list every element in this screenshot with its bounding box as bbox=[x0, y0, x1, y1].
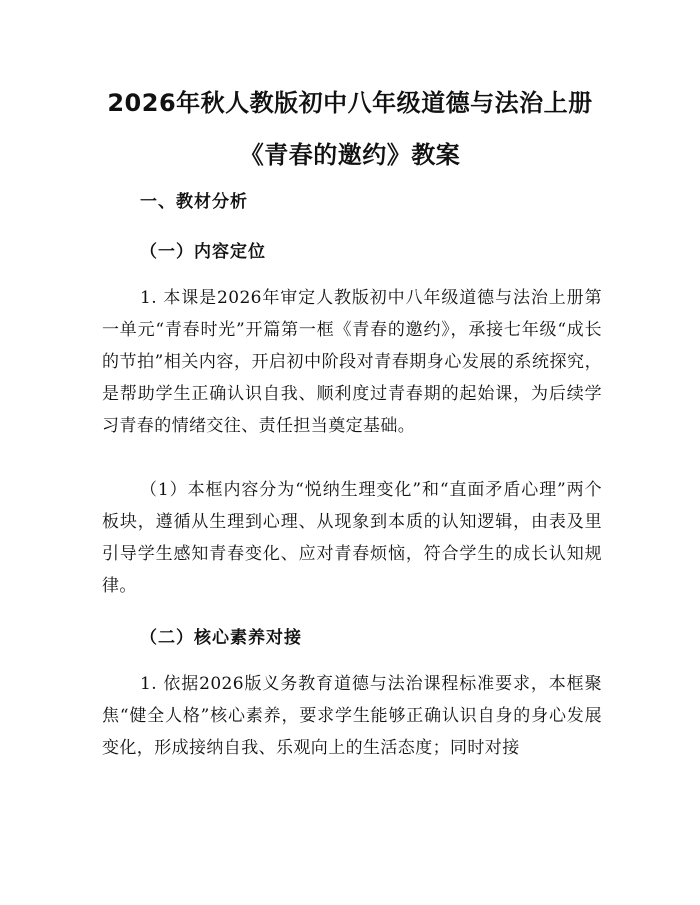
section-heading-textbook-analysis: 一、教材分析 bbox=[140, 192, 248, 212]
document-title-line-2: 《青春的邀约》教案 bbox=[239, 141, 461, 169]
subsection-heading-core-literacy: （二）核心素养对接 bbox=[140, 628, 302, 648]
paragraph-3: 1. 依据2026版义务教育道德与法治课程标准要求，本框聚焦“健全人格”核心素养，要求学生能够正确认识自身的身心发展变化，形成接纳自我、乐观向上的生活态度；同时对接 bbox=[102, 674, 602, 758]
subsection-heading-content-positioning: （一）内容定位 bbox=[140, 242, 266, 262]
paragraph-2: （1）本框内容分为“悦纳生理变化”和“直面矛盾心理”两个板块，遵循从生理到心理、从现象到本质的认知逻辑，由表及里引导学生感知青春变化、应对青春烦恼，符合学生的成长认知规律。 bbox=[102, 480, 602, 596]
document-title-line-1: 2026年秋人教版初中八年级道德与法治上册 bbox=[107, 89, 593, 117]
paragraph-1: 1. 本课是2026年审定人教版初中八年级道德与法治上册第一单元“青春时光”开篇第一框《青春的邀约》，承接七年级“成长的节拍”相关内容，开启初中阶段对青春期身心发展的系统探究，是帮助学生正确认识自我、顺利度过青春期的起始课，为后续学习青春的情绪交往、责任担当奠定基础。 bbox=[102, 288, 602, 436]
